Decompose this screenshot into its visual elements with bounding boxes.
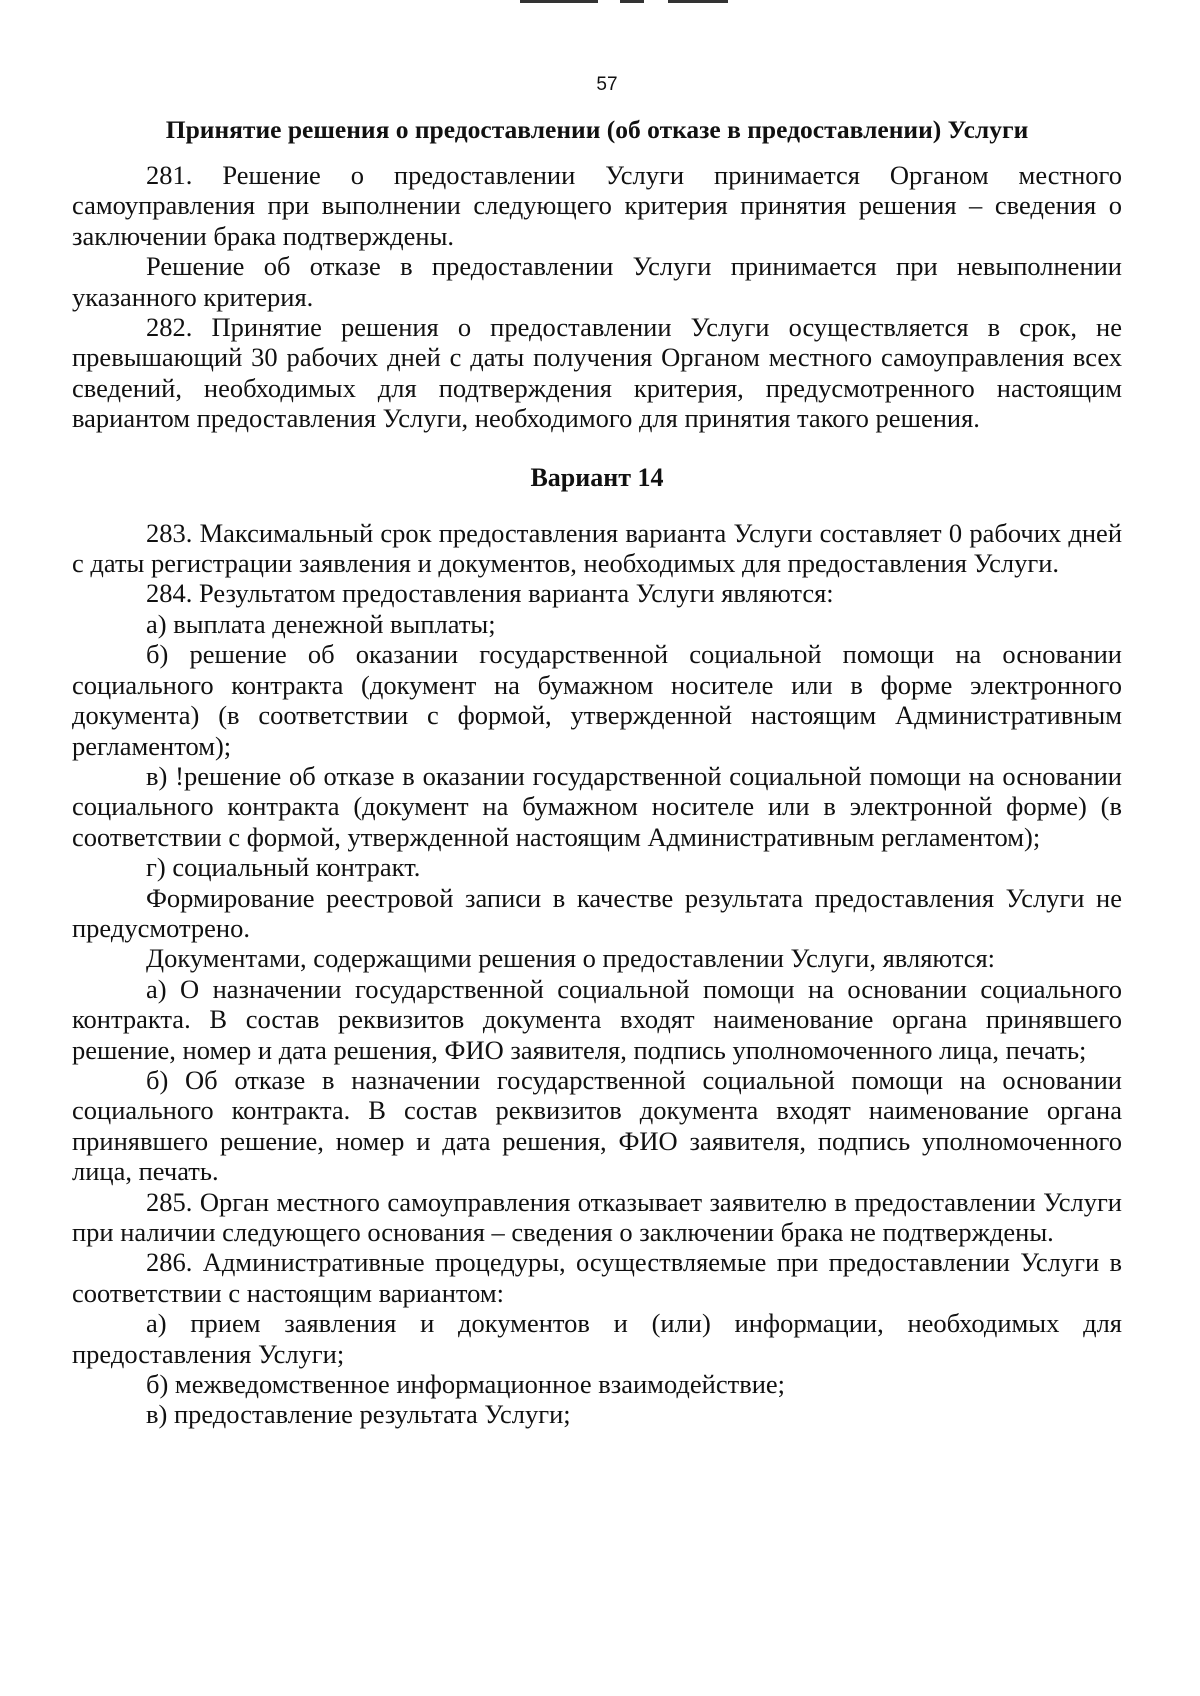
list-item-result-b: б) решение об оказании государственной социальной помощи на основании социального контракта (документ на бумажном носителе или в форме электронного документа) (в соответствии с формой, утвержденной настоящим Административным регламентом);: [72, 639, 1122, 761]
list-item-procedure-v: в) предоставление результата Услуги;: [146, 1399, 571, 1430]
list-item-result-v: в) !решение об отказе в оказании государственной социальной помощи на основании социального контракта (документ на бумажном носителе или в электронной форме) (в соответствии с формой, утвержденной настоящим Административным регламентом);: [72, 760, 1122, 852]
paragraph-registry-record: Формирование реестровой записи в качестве результата предоставления Услуги не предусмотрено.: [72, 882, 1122, 943]
variant-title: Вариант 14: [530, 462, 664, 492]
paragraph-285: 285. Орган местного самоуправления отказывает заявителю в предоставлении Услуги при наличии следующего основания – сведения о заключении брака не подтверждены.: [72, 1186, 1122, 1247]
paragraph-281: 281. Решение о предоставлении Услуги принимается Органом местного самоуправления при выполнении следующего критерия принятия решения – сведения о заключении брака подтверждены.: [72, 160, 1122, 251]
list-item-document-b: б) Об отказе в назначении государственной социальной помощи на основании социального контракта. В состав реквизитов документа входят наименование органа принявшего решение, номер и дата решения, ФИО заявителя, подпись уполномоченного лица, печать.: [72, 1064, 1122, 1187]
paragraph-282: 282. Принятие решения о предоставлении Услуги осуществляется в срок, не превышающий 30 рабочих дней с даты получения Органом местного самоуправления всех сведений, необходимых для подтверждения критерия, предусмотренного настоящим вариантом предоставления Услуги, необходимого для принятия такого решения.: [72, 312, 1122, 434]
scan-mark: [668, 0, 728, 3]
paragraph-286: 286. Административные процедуры, осуществляемые при предоставлении Услуги в соответствии с настоящим вариантом:: [72, 1247, 1122, 1308]
section-title: Принятие решения о предоставлении (об отказе в предоставлении) Услуги: [165, 115, 1029, 144]
document-page: [72, 60, 1122, 1430]
list-item-result-a: а) выплата денежной выплаты;: [146, 608, 496, 639]
list-item-result-g: г) социальный контракт.: [146, 852, 421, 883]
paragraph-refusal-decision: Решение об отказе в предоставлении Услуги принимается при невыполнении указанного критерия.: [72, 251, 1122, 312]
list-item-document-a: а) О назначении государственной социальной помощи на основании социального контракта. В состав реквизитов документа входят наименование органа принявшего решение, номер и дата решения, ФИО заявителя, подпись уполномоченного лица, печать;: [72, 973, 1122, 1065]
list-item-procedure-b: б) межведомственное информационное взаимодействие;: [146, 1369, 786, 1400]
scan-mark: [520, 0, 598, 3]
scan-mark: [620, 0, 644, 3]
paragraph-283: 283. Максимальный срок предоставления варианта Услуги составляет 0 рабочих дней с даты регистрации заявления и документов, необходимых для предоставления Услуги.: [72, 517, 1122, 579]
scan-top-marks: [520, 0, 750, 6]
paragraph-decision-documents: Документами, содержащими решения о предоставлении Услуги, являются:: [146, 943, 996, 974]
list-item-procedure-a: а) прием заявления и документов и (или) информации, необходимых для предоставления Услуги;: [72, 1308, 1122, 1369]
page-number: 57: [596, 74, 618, 95]
paragraph-284: 284. Результатом предоставления варианта Услуги являются:: [146, 578, 834, 609]
